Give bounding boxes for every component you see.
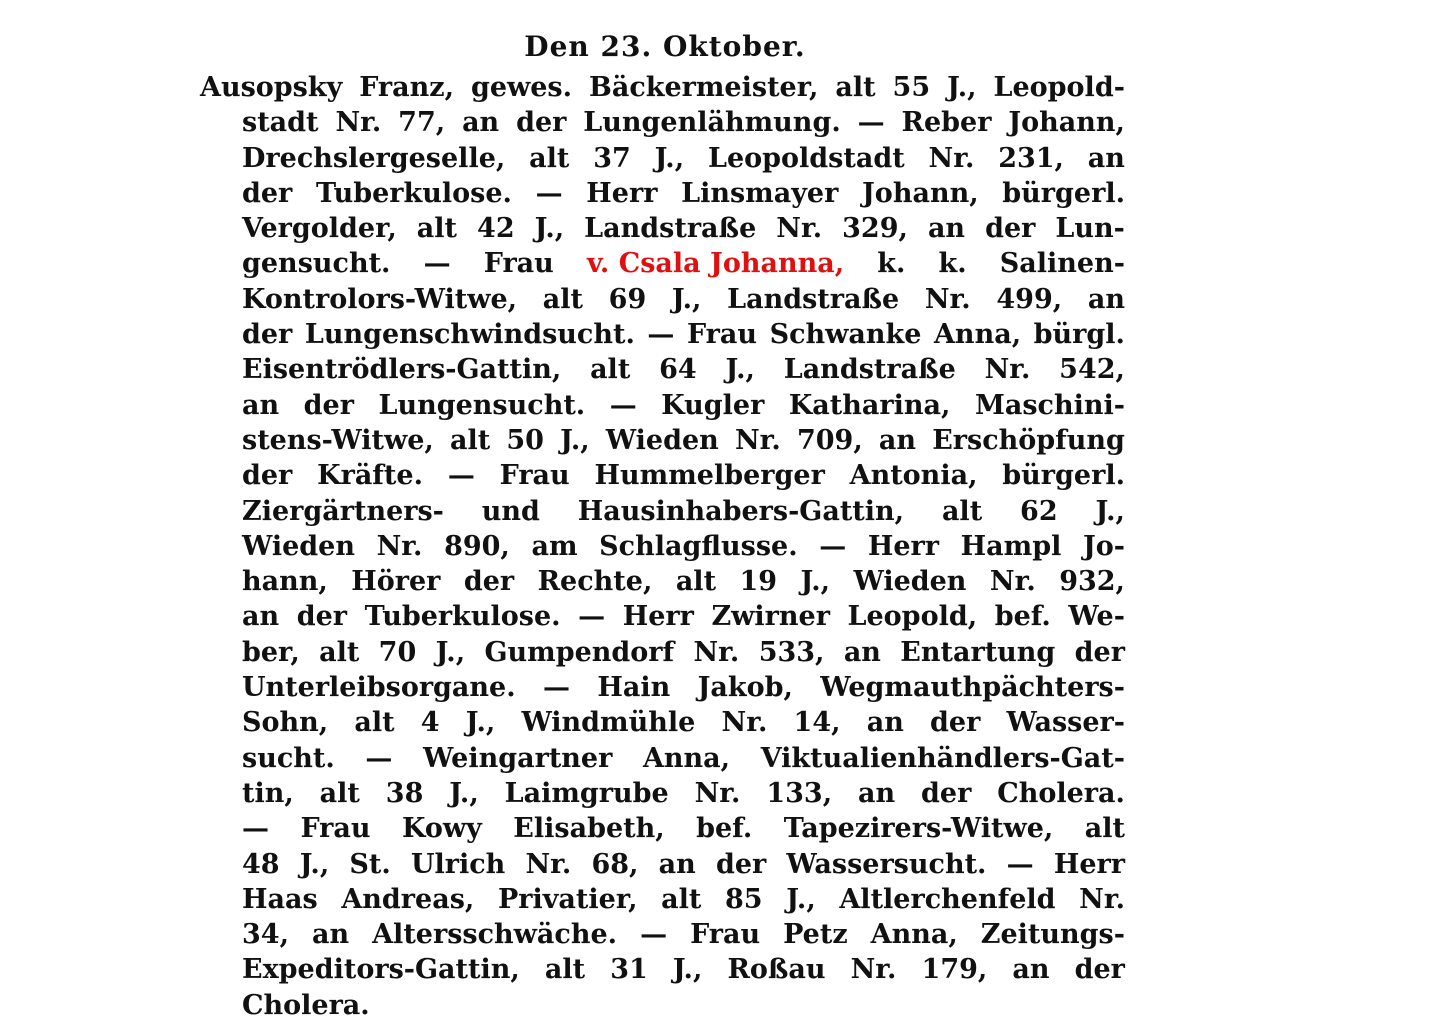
word: Cholera. xyxy=(997,777,1125,809)
word: — xyxy=(365,742,393,774)
word: 231, xyxy=(998,142,1064,174)
word: Kräfte. xyxy=(317,460,423,492)
word: an xyxy=(658,848,696,880)
text-line xyxy=(200,352,1125,387)
word: Leopold- xyxy=(993,72,1125,103)
word: an xyxy=(858,777,896,809)
word: Hain xyxy=(597,672,671,704)
word: Andreas, xyxy=(341,883,475,915)
word: Hörer xyxy=(351,566,441,598)
word: 70 xyxy=(378,636,417,668)
word: 37 xyxy=(593,142,631,174)
word: an xyxy=(878,424,917,456)
word: alt xyxy=(416,213,458,245)
word: J., xyxy=(947,72,977,103)
word: — xyxy=(640,919,668,951)
word: Maschini- xyxy=(974,389,1125,421)
word: J., xyxy=(672,954,703,986)
word: Wieden xyxy=(853,566,967,598)
text-line xyxy=(200,141,1125,176)
word: 499, xyxy=(996,283,1063,315)
word: 69 xyxy=(608,283,647,315)
word: Anna, xyxy=(870,919,958,951)
word: Antonia, xyxy=(849,460,978,492)
word: Privatier, xyxy=(497,883,638,915)
word: Lungensucht. xyxy=(378,389,586,421)
word: an xyxy=(1012,954,1050,986)
text-line xyxy=(200,211,1125,246)
word: Wasser- xyxy=(1006,707,1125,739)
text-line xyxy=(200,635,1125,670)
word: Drechslergeselle, xyxy=(242,142,506,174)
word: Herr xyxy=(867,530,939,562)
word: J., xyxy=(725,354,755,386)
word: 77, xyxy=(398,107,446,139)
word: — xyxy=(819,530,847,562)
word: Katharina, xyxy=(788,389,951,421)
word: k. xyxy=(877,248,906,280)
text-line xyxy=(200,847,1125,882)
word: alt xyxy=(544,954,586,986)
text-line xyxy=(200,494,1125,529)
word: Frau xyxy=(499,460,570,492)
word: an xyxy=(242,389,280,421)
word: J., xyxy=(560,424,590,456)
word: stens-Witwe, xyxy=(242,424,434,456)
word: der xyxy=(516,107,567,139)
word: 48 xyxy=(242,848,280,880)
word: Landstraße xyxy=(783,354,956,386)
text-line xyxy=(200,105,1125,140)
word: Salinen- xyxy=(999,248,1125,280)
word: k. xyxy=(938,248,967,280)
word: Hausinhabers-Gattin, xyxy=(577,495,905,527)
word: Herr xyxy=(586,177,658,209)
text-line xyxy=(200,282,1125,317)
word: der xyxy=(296,601,348,633)
word: am xyxy=(531,530,578,562)
word: der xyxy=(242,460,293,492)
text-line xyxy=(200,988,1125,1023)
word: — xyxy=(447,460,475,492)
word: alt xyxy=(661,883,702,915)
word: Landstraße xyxy=(584,213,757,245)
word: 14, xyxy=(793,707,841,739)
word: We- xyxy=(1068,601,1125,633)
word: alt xyxy=(449,424,491,456)
word: Viktualienhändlers-Gat- xyxy=(760,742,1125,774)
word: an xyxy=(242,601,280,633)
word: 19 xyxy=(739,566,778,598)
word: J., xyxy=(786,883,816,915)
word: 42 xyxy=(477,213,515,245)
text-line xyxy=(200,423,1125,458)
text-line xyxy=(200,317,1125,352)
text-line xyxy=(200,458,1125,493)
word: alt xyxy=(542,283,583,315)
text-line xyxy=(200,388,1125,423)
word: — xyxy=(578,601,606,633)
word: Reber xyxy=(901,107,992,139)
word: Jo- xyxy=(1082,530,1125,562)
word: alt xyxy=(590,354,631,386)
word: Anna, xyxy=(642,742,731,774)
word: Laimgrube xyxy=(504,777,669,809)
word: hann, xyxy=(242,566,328,598)
word: Ausopsky xyxy=(200,72,343,103)
word: Tuberkulose. xyxy=(315,177,512,209)
word: Petz xyxy=(783,919,848,951)
word: gewes. xyxy=(470,72,573,103)
word: Rechte, xyxy=(537,566,653,598)
word: — xyxy=(1006,848,1034,880)
word: Johann, xyxy=(862,177,979,209)
word: Johann, xyxy=(1008,107,1125,139)
word: Eisentrödlers-Gattin, xyxy=(242,354,562,386)
word: Altersschwäche. xyxy=(372,919,618,951)
word: Ulrich xyxy=(410,848,506,880)
word: Gumpendorf xyxy=(484,636,675,668)
word: Frau xyxy=(686,319,758,351)
word: Erschöpfung xyxy=(932,424,1125,456)
word: — xyxy=(543,672,570,704)
word: 133, xyxy=(766,777,833,809)
word: an xyxy=(311,919,350,951)
word: alt xyxy=(835,72,876,103)
word: Nr. xyxy=(693,636,740,668)
word: Nr. xyxy=(1079,883,1125,915)
word: Bäckermeister, xyxy=(589,72,819,103)
word: der xyxy=(715,848,767,880)
word: an xyxy=(1087,142,1125,174)
word: — xyxy=(242,813,269,845)
word: — xyxy=(535,177,563,209)
page-heading: Den 23. Oktober. xyxy=(524,30,806,63)
word: bef. xyxy=(994,601,1051,633)
word: St. xyxy=(349,848,391,880)
word: 68, xyxy=(591,848,639,880)
word: stadt xyxy=(242,107,319,139)
word: Herr xyxy=(622,601,694,633)
word: — xyxy=(647,319,675,351)
word: und xyxy=(481,495,540,527)
text-line xyxy=(200,70,1125,105)
word: Linsmayer xyxy=(681,177,839,209)
word: Frau xyxy=(483,248,554,280)
text-line xyxy=(200,776,1125,811)
word: bürgerl. xyxy=(1002,177,1125,209)
word: Herr xyxy=(1053,848,1125,880)
word: alt xyxy=(319,777,360,809)
word: Nr. xyxy=(734,424,781,456)
word: Wegmauthpächters- xyxy=(820,672,1125,704)
word: alt xyxy=(354,707,395,739)
word: bef. xyxy=(696,813,753,845)
word: alt xyxy=(675,566,717,598)
word: 34, xyxy=(242,919,289,951)
word: J., xyxy=(435,636,466,668)
word: der xyxy=(303,389,354,421)
word: J., xyxy=(671,283,702,315)
text-line xyxy=(200,176,1125,211)
word: der xyxy=(1074,636,1125,668)
word: 38 xyxy=(385,777,424,809)
word: alt xyxy=(529,142,570,174)
word: Hummelberger xyxy=(594,460,825,492)
text-line xyxy=(200,917,1125,952)
word: 31 xyxy=(610,954,648,986)
word: Frau xyxy=(690,919,761,951)
word: Lungenschwindsucht. xyxy=(304,319,635,351)
word: Anna, xyxy=(933,319,1022,351)
word: J., xyxy=(1095,495,1125,527)
word: 4 xyxy=(420,707,440,739)
word: — xyxy=(609,389,637,421)
word: der xyxy=(242,319,293,351)
text-line xyxy=(200,705,1125,740)
word: Wassersucht. xyxy=(786,848,987,880)
word: Nr. xyxy=(776,213,823,245)
word: Unterleibsorgane. xyxy=(242,672,516,704)
word: Vergolder, xyxy=(242,213,397,245)
word: Nr. xyxy=(335,107,382,139)
text-line xyxy=(200,741,1125,776)
word: der xyxy=(930,707,981,739)
word: Sohn, xyxy=(242,707,329,739)
word: Windmühle xyxy=(521,707,696,739)
word: der xyxy=(463,566,515,598)
word: 890, xyxy=(444,530,510,562)
word: 55 xyxy=(892,72,931,103)
word: 50 xyxy=(506,424,544,456)
word: J., xyxy=(800,566,831,598)
word: Elisabeth, xyxy=(513,813,665,845)
text-line xyxy=(200,529,1125,564)
word: Cholera. xyxy=(242,989,370,1021)
word: 64 xyxy=(659,354,697,386)
word: bürgl. xyxy=(1033,319,1125,351)
word: der xyxy=(242,177,293,209)
text-line xyxy=(200,670,1125,705)
word: bürgerl. xyxy=(1002,460,1125,492)
word: Altlerchenfeld xyxy=(839,883,1056,915)
text-line xyxy=(200,952,1125,987)
word: Leopold, xyxy=(847,601,978,633)
word: Ziergärtners- xyxy=(242,495,444,527)
word: Nr. xyxy=(989,566,1036,598)
word: alt xyxy=(1084,813,1125,845)
word: Zeitungs- xyxy=(980,919,1125,951)
word: Lungenlähmung. xyxy=(583,107,841,139)
word: 329, xyxy=(842,213,908,245)
word: Landstraße xyxy=(727,283,900,315)
word: Nr. xyxy=(721,707,768,739)
word: Nr. xyxy=(928,142,975,174)
word: alt xyxy=(941,495,983,527)
word: Nr. xyxy=(376,530,423,562)
word: Nr. xyxy=(850,954,897,986)
word: alt xyxy=(319,636,360,668)
word: J., xyxy=(534,213,565,245)
word: tin, xyxy=(242,777,294,809)
word: der xyxy=(1074,954,1125,986)
word: — xyxy=(857,107,885,139)
word: gensucht. xyxy=(242,248,391,280)
word: Hampl xyxy=(960,530,1062,562)
word: Tuberkulose. xyxy=(364,601,561,633)
word: Tapezirers-Witwe, xyxy=(783,813,1054,845)
word: 709, xyxy=(796,424,863,456)
word: an xyxy=(843,636,881,668)
word: Schwanke xyxy=(769,319,922,351)
word: Kugler xyxy=(661,389,765,421)
word: Kowy xyxy=(401,813,482,845)
word: Schlagflusse. xyxy=(599,530,798,562)
text-line xyxy=(200,811,1125,846)
word: Wieden xyxy=(242,530,355,562)
word: Nr. xyxy=(984,354,1031,386)
word: ber, xyxy=(242,636,300,668)
word: J., xyxy=(654,142,685,174)
word: Nr. xyxy=(924,283,971,315)
word: Franz, xyxy=(359,72,454,103)
word: 542, xyxy=(1059,354,1125,386)
text-line xyxy=(200,882,1125,917)
word: Roßau xyxy=(727,954,826,986)
word: Nr. xyxy=(525,848,572,880)
word: sucht. xyxy=(242,742,335,774)
word: 932, xyxy=(1059,566,1125,598)
word: J., xyxy=(449,777,479,809)
word: an xyxy=(462,107,500,139)
word: Kontrolors-Witwe, xyxy=(242,283,518,315)
word: Weingartner xyxy=(423,742,613,774)
text-line xyxy=(200,599,1125,634)
word: an xyxy=(927,213,966,245)
word: Wieden xyxy=(605,424,719,456)
text-line xyxy=(200,564,1125,599)
text-line xyxy=(200,246,1125,281)
word: J., xyxy=(299,848,330,880)
word: — xyxy=(423,248,451,280)
word: 62 xyxy=(1020,495,1058,527)
text-body xyxy=(200,70,1125,1023)
word: Expeditors-Gattin, xyxy=(242,954,520,986)
word: an xyxy=(866,707,904,739)
word: der xyxy=(985,213,1036,245)
word: Frau xyxy=(300,813,371,845)
word: J., xyxy=(465,707,496,739)
word: an xyxy=(1087,283,1125,315)
word: der xyxy=(921,777,972,809)
word: 85 xyxy=(725,883,763,915)
word: Lun- xyxy=(1055,213,1125,245)
word: Entartung xyxy=(900,636,1056,668)
word: Zwirner xyxy=(711,601,830,633)
word: Leopoldstadt xyxy=(707,142,905,174)
word: 179, xyxy=(921,954,988,986)
word: Haas xyxy=(242,883,318,915)
word: Jakob, xyxy=(697,672,793,704)
word: 533, xyxy=(758,636,825,668)
highlighted-name: v. Csala Johanna, xyxy=(586,248,845,280)
word: Nr. xyxy=(694,777,741,809)
